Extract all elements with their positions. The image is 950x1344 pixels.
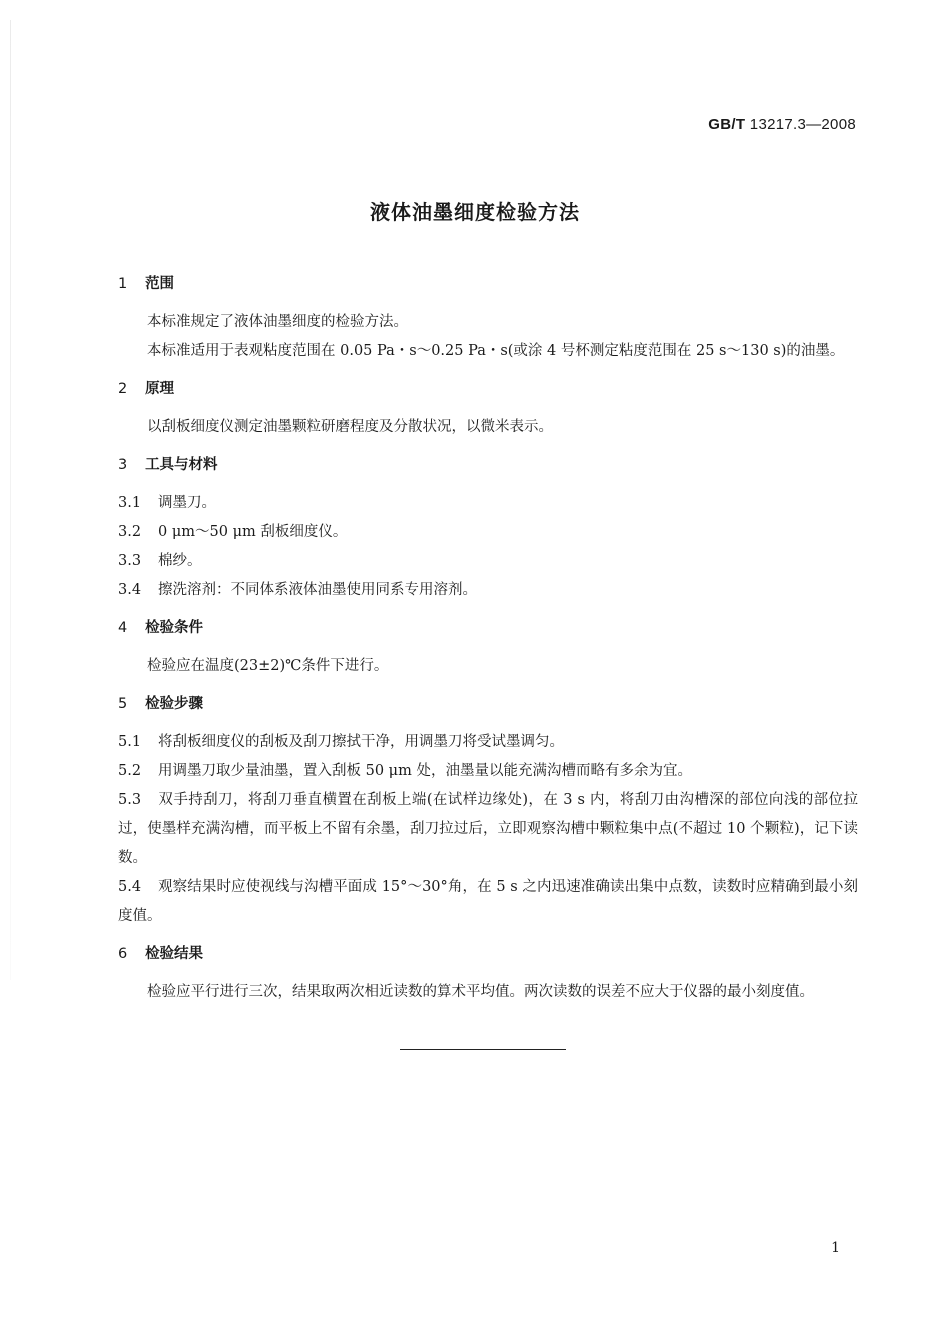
clause-3-1 bbox=[118, 489, 858, 518]
section-number: 6 bbox=[118, 946, 128, 962]
clause-text: 擦洗溶剂：不同体系液体油墨使用同系专用溶剂。 bbox=[158, 582, 477, 598]
clause-5-4 bbox=[118, 873, 858, 931]
section-title: 原理 bbox=[145, 381, 175, 397]
section-6-heading bbox=[118, 940, 858, 969]
clause-5-3 bbox=[118, 786, 858, 873]
document-body bbox=[118, 270, 858, 1007]
section-2-heading bbox=[118, 375, 858, 404]
section-5-heading bbox=[118, 690, 858, 719]
section-title: 检验步骤 bbox=[145, 696, 204, 712]
section-1-heading bbox=[118, 270, 858, 299]
section-2-paragraph-1: 以刮板细度仪测定油墨颗粒研磨程度及分散状况，以微米表示。 bbox=[147, 419, 553, 435]
section-number: 4 bbox=[118, 620, 128, 636]
clause-text: 将刮板细度仪的刮板及刮刀擦拭干净，用调墨刀将受试墨调匀。 bbox=[158, 734, 564, 750]
section-title: 检验结果 bbox=[145, 946, 204, 962]
section-title: 范围 bbox=[145, 276, 175, 292]
standard-code bbox=[708, 116, 856, 133]
section-number: 3 bbox=[118, 457, 128, 473]
section-title: 检验条件 bbox=[145, 620, 204, 636]
end-of-document-rule bbox=[400, 1049, 566, 1050]
clause-5-2 bbox=[118, 757, 858, 786]
document-title: 液体油墨细度检验方法 bbox=[370, 200, 580, 224]
clause-text: 用调墨刀取少量油墨，置入刮板 50 μm 处，油墨量以能充满沟槽而略有多余为宜。 bbox=[158, 763, 692, 779]
section-4-heading bbox=[118, 614, 858, 643]
clause-text: 调墨刀。 bbox=[158, 495, 216, 511]
clause-number: 3.1 bbox=[118, 495, 142, 511]
section-number: 1 bbox=[118, 276, 128, 292]
section-number: 2 bbox=[118, 381, 128, 397]
section-3-heading bbox=[118, 451, 858, 480]
clause-3-3 bbox=[118, 547, 858, 576]
clause-number: 5.4 bbox=[118, 879, 142, 895]
clause-number: 3.4 bbox=[118, 582, 142, 598]
clause-number: 5.2 bbox=[118, 763, 142, 779]
clause-number: 3.3 bbox=[118, 553, 142, 569]
clause-3-4 bbox=[118, 576, 858, 605]
section-number: 5 bbox=[118, 696, 128, 712]
clause-text: 棉纱。 bbox=[158, 553, 202, 569]
clause-3-2 bbox=[118, 518, 858, 547]
clause-text: 观察结果时应使视线与沟槽平面成 15°～30°角，在 5 s 之内迅速准确读出集中点数，读数时应精确到最小刻度值。 bbox=[118, 879, 858, 924]
scan-edge-shadow bbox=[10, 20, 11, 980]
section-1-paragraph-2: 本标准适用于表观粘度范围在 0.05 Pa・s～0.25 Pa・s(或涂 4 号杯测定粘度范围在 25 s～130 s)的油墨。 bbox=[147, 343, 845, 359]
section-1-paragraph-1: 本标准规定了液体油墨细度的检验方法。 bbox=[147, 314, 408, 330]
clause-text: 0 μm～50 μm 刮板细度仪。 bbox=[158, 524, 348, 540]
section-6-paragraph-1: 检验应平行进行三次，结果取两次相近读数的算术平均值。两次读数的误差不应大于仪器的最小刻度值。 bbox=[147, 984, 814, 1000]
section-title: 工具与材料 bbox=[145, 457, 218, 473]
clause-number: 3.2 bbox=[118, 524, 142, 540]
clause-number: 5.1 bbox=[118, 734, 142, 750]
page-number: 1 bbox=[831, 1240, 840, 1256]
clause-5-1 bbox=[118, 728, 858, 757]
clause-text: 双手持刮刀，将刮刀垂直横置在刮板上端(在试样边缘处)，在 3 s 内，将刮刀由沟槽深的部位向浅的部位拉过，使墨样充满沟槽，而平板上不留有余墨，刮刀拉过后，立即观察沟槽中颗粒集中点(不超过 10 个颗粒)，记下读数。 bbox=[118, 792, 858, 866]
clause-number: 5.3 bbox=[118, 792, 142, 808]
standard-number: 13217.3—2008 bbox=[749, 116, 856, 133]
standard-prefix: GB/T bbox=[708, 116, 746, 133]
section-4-paragraph-1: 检验应在温度(23±2)℃条件下进行。 bbox=[147, 658, 389, 674]
